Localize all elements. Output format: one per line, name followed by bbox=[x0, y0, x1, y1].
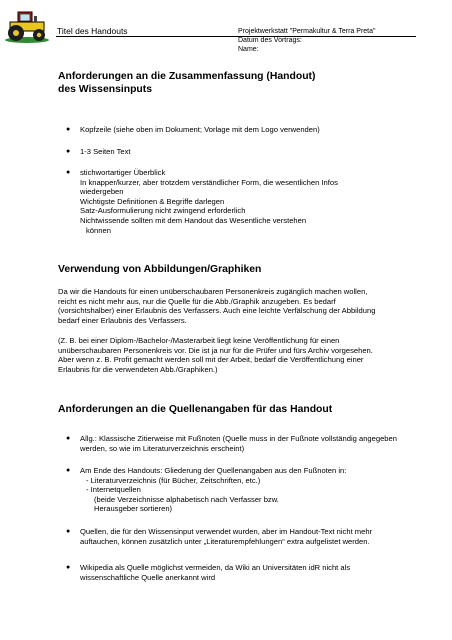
section2-paragraph-1: Da wir die Handouts für einen unüberschaubaren Personenkreis zugänglich machen wollen, reicht es nicht mehr aus, nur die Quelle für die Abb./Graphik anzugeben. Es bedarf (vorsichtshalber) einer Erlaubnis des Verfassers. Auch eine leichte Verfälschung der Abbildung bedarf einer Erlaubnis des Verfassers. bbox=[58, 287, 376, 325]
lecture-date-label: Datum des Vortrags: bbox=[238, 37, 302, 44]
header-divider bbox=[56, 36, 416, 37]
handout-title: Titel des Handouts bbox=[57, 26, 128, 36]
section2-heading: Verwendung von Abbildungen/Graphiken bbox=[58, 264, 262, 275]
section1-bullet-list-3 bbox=[66, 168, 380, 235]
list-item: ● 1-3 Seiten Text bbox=[66, 147, 131, 156]
bullet-icon: ● bbox=[66, 467, 71, 474]
section3-bullet-list-2 bbox=[66, 466, 400, 514]
section1-bullet-list bbox=[66, 125, 400, 135]
list-item: ● stichwortartiger Überblick In knapper/kurzer, aber trotzdem verständlicher Form, die wesentlichen Infos wiedergeben Wichtigste Definitionen & Begriffe darlegen Satz-Ausformulierung nicht zwingend erforderlich Nichtwissende sollten mit dem Handout das Wesentliche verstehen können bbox=[66, 168, 338, 235]
section3-heading: Anforderungen an die Quellenangaben für das Handout bbox=[58, 404, 333, 415]
list-item: ● Quellen, die für den Wissensinput verwendet wurden, aber im Handout-Text nicht mehr auftauchen, können zusätzlich unter „Literaturempfehlungen“ extra aufgelistet werden. bbox=[66, 527, 373, 546]
bullet-icon: ● bbox=[66, 126, 71, 133]
section3-bullet-list-3 bbox=[66, 527, 400, 546]
section1-heading bbox=[58, 70, 315, 96]
bullet-icon: ● bbox=[66, 435, 71, 442]
section3-bullet-list bbox=[66, 434, 400, 453]
bullet-icon: ● bbox=[66, 528, 71, 535]
bullet-icon: ● bbox=[66, 564, 71, 571]
list-item: ● Kopfzeile (siehe oben im Dokument; Vorlage mit dem Logo verwenden) bbox=[66, 125, 320, 134]
project-name: Projektwerkstatt "Permakultur & Terra Preta" bbox=[238, 28, 376, 35]
section1-heading-line1: Anforderungen an die Zusammenfassung (Handout) bbox=[58, 71, 316, 82]
header-project-info bbox=[238, 27, 376, 54]
author-name-label: Name: bbox=[238, 46, 259, 53]
section1-heading-line2: des Wissensinputs bbox=[58, 84, 153, 95]
section3-bullet-list-4 bbox=[66, 563, 400, 582]
bullet-icon: ● bbox=[66, 169, 71, 176]
list-item: ● Wikipedia als Quelle möglichst vermeiden, da Wiki an Universitäten idR nicht als wissenschaftliche Quelle anerkannt wird bbox=[66, 563, 351, 582]
list-item: ● Allg.: Klassische Zitierweise mit Fußnoten (Quelle muss in der Fußnote vollständig angegeben werden, so wie im Literaturverzeichnis erscheint) bbox=[66, 434, 397, 453]
section2-paragraph-2: (Z. B. bei einer Diplom-/Bachelor-/Masterarbeit liegt keine Veröffentlichung für einen unüberschaubaren Personenkreis vor. Die ist ja nur für die Prüfer und fürs Archiv vorgesehen. Aber wenn z. B. Profit gemacht werden soll mit der Arbeit, bedarf die Veröffentlichung einer Erlaubnis für die verwendeten Abb./Graphiken.) bbox=[58, 336, 373, 374]
list-item: ● Am Ende des Handouts: Gliederung der Quellenangaben aus den Fußnoten in: - Literaturverzeichnis (für Bücher, Zeitschriften, etc.) - Internetquellen (beide Verzeichnisse alphabetisch nach Verfasser bzw. Herausgeber sortieren) bbox=[66, 466, 347, 514]
section1-bullet-list-2 bbox=[66, 147, 400, 157]
bullet-icon: ● bbox=[66, 148, 71, 155]
tractor-logo-icon bbox=[4, 4, 50, 44]
